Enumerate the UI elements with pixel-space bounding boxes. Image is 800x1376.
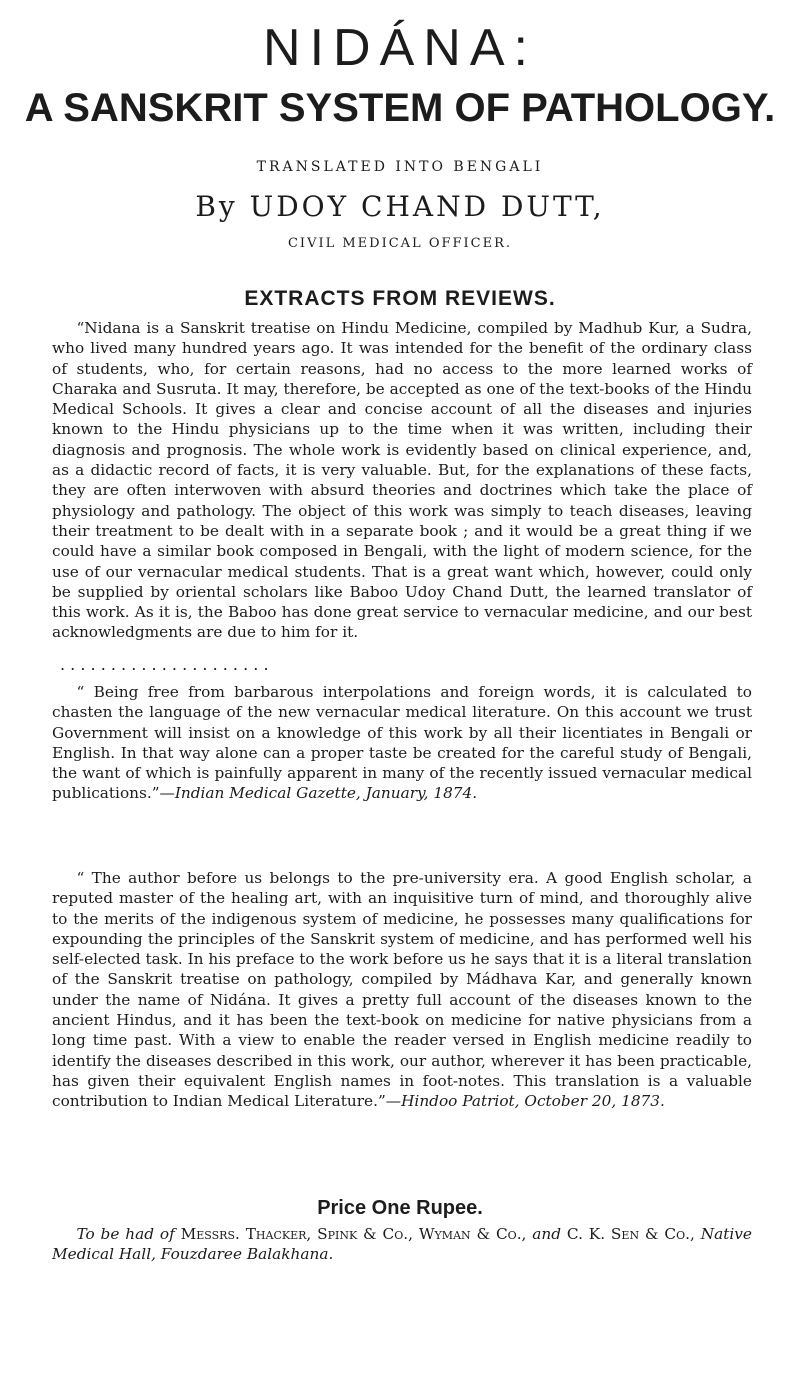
price-line: Price One Rupee. <box>317 1197 483 1219</box>
translated-note: TRANSLATED INTO BENGALI <box>256 159 544 175</box>
seller-lead: To be had of <box>76 1225 175 1243</box>
seller-sen: C. K. Sen & Co., <box>566 1225 695 1243</box>
review-paragraph-2 <box>52 682 752 804</box>
review-citation-3: Hindoo Patriot, October 20, 1873. <box>401 1092 665 1111</box>
review-paragraph-3 <box>52 868 752 1112</box>
seller-and: and <box>532 1225 562 1243</box>
seller-place: Native Medical Hall, Fouzdaree Balakhana. <box>52 1225 752 1264</box>
author-position: CIVIL MEDICAL OFFICER. <box>287 236 513 251</box>
review-paragraph-1: “Nidana is a Sanskrit treatise on Hindu Medicine, compiled by Madhub Kur, a Sudra, who lived many hundred years ago. It was intended for the benefit of the ordinary class of students, who, for certain reasons, had no access to the more learned works of Charaka and Susruta. It may, therefore, be accepted as one of the text-books of the Hindu Medical Schools. It gives a clear and concise account of all the diseases and injuries known to the Hindu physicians up to the time when it was written, including their diagnosis and prognosis. The whole work is evidently based on clinical experience, and, as a didactic record of facts, it is very valuable. But, for the explanations of these facts, they are often interwoven with absurd theories and doctrines which take the place of physiology and pathology. The object of this work was simply to teach diseases, leaving their treatment to be dealt with in a separate book ; and it would be a great thing if we could have a similar book composed in Bengali, with the light of modern science, for the use of our vernacular medical students. That is a great want which, however, could only be supplied by oriental scholars like Baboo Udoy Chand Dutt, the learned translator of this work. As it is, the Baboo has done great service to vernacular medicine, and our best acknowledgments are due to him for it. <box>52 319 752 642</box>
review-paragraph-3-text: “ The author before us belongs to the pre-university era. A good English scholar, a reputed master of the healing art, with an inquisitive turn of mind, and thoroughly alive to the merits of the indigenous system of medicine, he possesses many qualifications for expounding the principles of the Sanskrit system of medicine, and has performed well his self-elected task. In his preface to the work before us he says that it is a literal translation of the Sanskrit treatise on pathology, compiled by Mádhava Kar, and generally known under the name of Nidána. It gives a pretty full account of the diseases known to the ancient Hindus, and it has been the text-book on medicine for native physicians from a long time past. With a view to enable the reader versed in English medicine readily to identify the diseases described in this work, our author, wherever it has been practicable, has given their equivalent English names in foot-notes. This translation is a valuable contribution to Indian Medical Literature.”— <box>52 869 752 1111</box>
review-citation-2: Indian Medical Gazette, January, 1874. <box>174 784 478 803</box>
ellipsis-dots: . . . . . . . . . . . . . . . . . . . . . <box>60 655 269 674</box>
seller-names: Messrs. Thacker, Spink & Co., Wyman & Co., <box>180 1225 527 1243</box>
book-title: NIDÁNA: <box>263 19 537 77</box>
book-subtitle: A SANSKRIT SYSTEM OF PATHOLOGY. <box>24 86 776 130</box>
author-byline: By UDOY CHAND DUTT, <box>195 190 605 223</box>
seller-info <box>52 1224 752 1265</box>
review-paragraph-2-text: “ Being free from barbarous interpolations and foreign words, it is calculated to chasten the language of the new vernacular medical literature. On this account we trust Government will insist on a knowledge of this work by all their licentiates in Bengali or English. In that way alone can a proper taste be created for the careful study of Bengali, the want of which is painfully apparent in many of the recently issued vernacular medical publications.”— <box>52 683 752 803</box>
extracts-heading: EXTRACTS FROM REVIEWS. <box>244 287 556 310</box>
